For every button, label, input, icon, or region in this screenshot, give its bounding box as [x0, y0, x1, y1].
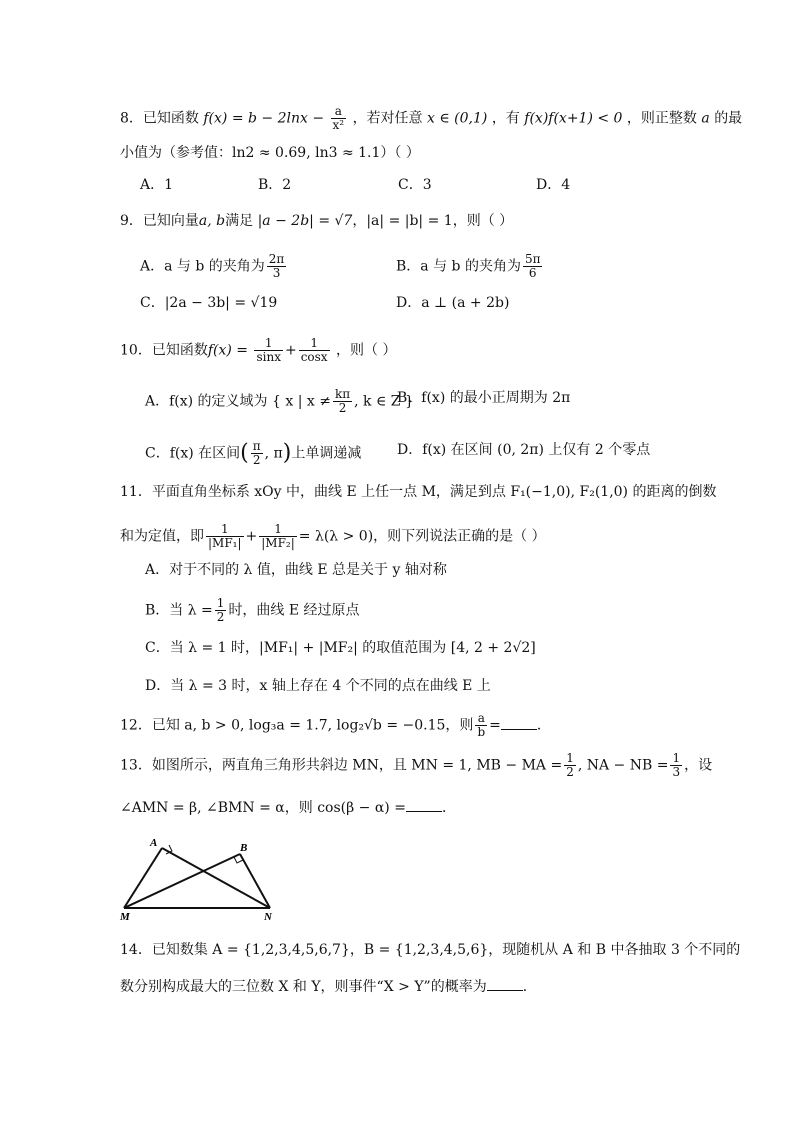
q11-option-d: D．当 λ = 3 时，x 轴上存在 4 个不同的点在曲线 E 上	[145, 678, 491, 694]
q8-line-1: 8．已知函数 f(x) = b − 2lnx − $\frac{a}{\text{x²}}$ ，若对任意 x ∈ (0,1) ，有 f(x)f(x+1) < 0 ，则正整数 a 的最	[120, 104, 743, 132]
q12-answer-blank[interactable]	[501, 715, 537, 730]
q8-option-a: A．1	[140, 177, 174, 193]
q10-option-b: B．f(x) 的最小正周期为 2π	[397, 390, 571, 406]
q9-option-d: D．a ⊥ (a + 2b)	[396, 295, 510, 311]
q9-option-c: C．|2a − 3b| = √19	[140, 295, 278, 311]
q13-line-2: ∠AMN = β, ∠BMN = α，则 cos(β − α) = ．	[120, 797, 456, 818]
q11-option-b: B．当 λ = $\frac{1}{2}$ 时，曲线 E 经过原点	[145, 596, 360, 624]
q10-option-a: A．f(x) 的定义域为 { x | x ≠ $\frac{k\pi}{2}$ , k ∈ Z }	[145, 387, 414, 415]
q8-line-2: 小值为（参考值：ln2 ≈ 0.69, ln3 ≈ 1.1）（ ）	[120, 145, 420, 161]
q11-option-c: C．当 λ = 1 时，|MF₁| + |MF₂| 的取值范围为 [4, 2 + 2√2]	[145, 640, 536, 656]
q9-option-b: B．a 与 b 的夹角为 $\frac{5\pi}{6}$	[396, 252, 541, 280]
q8-option-c: C．3	[398, 177, 432, 193]
label-m: M	[120, 911, 130, 922]
q11-line-2: 和为定值，即 $\frac{1}{\text{|MF₁|}}$ + $\frac{1}{\text{|MF₂|}}$ = λ(λ > 0)，则下列说法正确的是（ ）	[120, 522, 546, 550]
q13-triangle-figure	[110, 832, 290, 922]
q14-line-2: 数分别构成最大的三位数 X 和 Y，则事件“X > Y”的概率为 ．	[120, 976, 537, 997]
label-n: N	[264, 911, 272, 922]
q8-fraction: $\frac{a}{\text{x²}}$	[332, 104, 345, 132]
q12-stem: 12．已知 a, b > 0, log₃a = 1.7, log₂√b = −0.15，则 $\frac{a}{b}$ = ．	[120, 711, 551, 739]
q14-line-1: 14．已知数集 A = {1,2,3,4,5,6,7}，B = {1,2,3,4,5,6}，现随机从 A 和 B 中各抽取 3 个不同的	[120, 942, 741, 958]
q10-stem: 10．已知函数f(x) = $\frac{1}{\sin x}$ + $\frac{1}{\cos x}$ ，则（ ）	[120, 336, 397, 364]
q13-line-1: 13．如图所示，两直角三角形共斜边 MN，且 MN = 1, MB − MA = $\frac{1}{2}$ , NA − NB = $\frac{1}{3}$ ，设	[120, 751, 713, 779]
q10-option-d: D．f(x) 在区间 (0, 2π) 上仅有 2 个零点	[397, 442, 651, 458]
q9-option-a: A．a 与 b 的夹角为 $\frac{2\pi}{3}$	[140, 252, 285, 280]
q11-option-a: A．对于不同的 λ 值，曲线 E 总是关于 y 轴对称	[145, 562, 447, 578]
q14-answer-blank[interactable]	[487, 976, 523, 991]
label-b: B	[240, 842, 248, 854]
q10-option-c: C．f(x) 在区间( $\frac{\pi}{2}$ , π)上单调递减	[145, 439, 362, 467]
q8-option-d: D．4	[536, 177, 571, 193]
q13-answer-blank[interactable]	[406, 797, 442, 812]
q11-line-1: 11．平面直角坐标系 xOy 中，曲线 E 上任一点 M，满足到点 F₁(−1,0), F₂(1,0) 的距离的倒数	[120, 484, 717, 500]
q8-option-b: B．2	[258, 177, 292, 193]
label-a: A	[150, 837, 158, 849]
q9-stem: 9．已知向量a, b满足 |a − 2b| = √7，|a| = |b| = 1，则（ ）	[120, 213, 514, 229]
